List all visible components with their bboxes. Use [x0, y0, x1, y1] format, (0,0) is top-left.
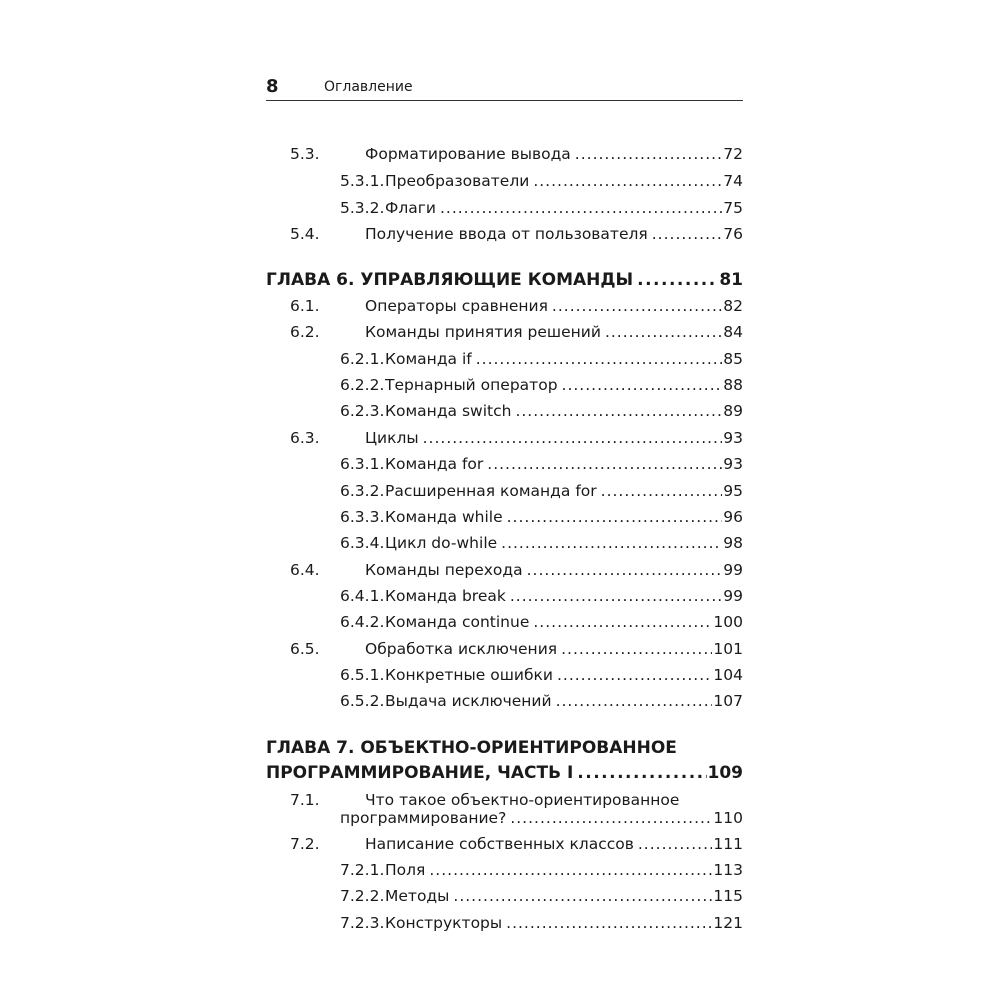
toc-page: 111	[713, 835, 743, 853]
toc-title: Команда continue	[385, 613, 530, 631]
toc-leader	[453, 886, 712, 906]
toc-title: Поля	[385, 861, 426, 879]
toc-number: 6.2.2.	[340, 376, 385, 394]
toc-chapter-7	[266, 763, 743, 783]
toc-number: 6.3.3.	[340, 508, 385, 526]
toc-number: 6.5.	[290, 640, 320, 658]
toc-page: 85	[723, 350, 743, 368]
toc-leader	[575, 144, 722, 164]
toc-title: Конструкторы	[385, 914, 503, 932]
toc-number: 7.2.1.	[340, 861, 385, 879]
toc-number: 6.3.4.	[340, 534, 385, 552]
toc-title: Команда break	[385, 587, 506, 605]
toc-leader	[556, 691, 713, 711]
toc-entry-6-5	[290, 639, 743, 659]
toc-entry-6-4	[290, 560, 743, 580]
toc-title: Команда while	[385, 508, 503, 526]
toc-page: 101	[713, 640, 743, 658]
toc-page: 84	[723, 323, 743, 341]
toc-leader	[552, 296, 722, 316]
toc-entry-5-3	[290, 144, 743, 164]
toc-number: 6.5.2.	[340, 692, 385, 710]
toc-number: 6.4.1.	[340, 587, 385, 605]
toc-entry-6-2-2	[340, 375, 743, 395]
toc-title: Написание собственных классов	[365, 835, 634, 853]
toc-leader	[533, 171, 722, 191]
toc-leader	[506, 913, 712, 933]
toc-leader	[638, 834, 713, 854]
toc-title: Тернарный оператор	[385, 376, 558, 394]
toc-leader	[510, 586, 722, 606]
toc-number: 6.4.2.	[340, 613, 385, 631]
toc-title: Методы	[385, 887, 450, 905]
toc-page: 81	[719, 270, 743, 290]
toc-leader	[510, 808, 712, 828]
toc-page: 93	[723, 429, 743, 447]
toc-page: 74	[723, 172, 743, 190]
toc-number: 7.1.	[290, 791, 320, 809]
toc-page: 96	[723, 508, 743, 526]
toc-page: 88	[723, 376, 743, 394]
toc-page: 99	[723, 587, 743, 605]
toc-entry-6-2-3	[340, 401, 743, 421]
toc-leader	[577, 763, 706, 783]
toc-page: 110	[713, 809, 743, 827]
toc-entry-7-2-3	[340, 913, 743, 933]
toc-entry-6-3	[290, 428, 743, 448]
running-header	[266, 74, 743, 101]
toc-entry-6-2-1	[340, 349, 743, 369]
toc-title: Расширенная команда for	[385, 482, 597, 500]
toc-entry-7-2	[290, 834, 743, 854]
toc-number: 5.4.	[290, 225, 320, 243]
toc-title: Циклы	[365, 429, 419, 447]
toc-entry-7-1-line2	[340, 808, 743, 828]
toc-number: 7.2.3.	[340, 914, 385, 932]
toc-title: программирование?	[340, 809, 507, 827]
toc-title: Выдача исключений	[385, 692, 552, 710]
toc-title: Что такое объектно-ориентированное	[365, 791, 680, 809]
toc-page: 109	[707, 763, 743, 783]
toc-number: 5.3.	[290, 145, 320, 163]
toc-page: 75	[723, 199, 743, 217]
toc-chapter-6	[266, 270, 743, 290]
toc-entry-6-3-3	[340, 507, 743, 527]
toc-entry-6-3-1	[340, 454, 743, 474]
toc-title: Получение ввода от пользователя	[365, 225, 648, 243]
toc-leader	[557, 665, 712, 685]
toc-number: 6.3.	[290, 429, 320, 447]
toc-leader	[440, 198, 722, 218]
toc-title: Команды принятия решений	[365, 323, 601, 341]
toc-leader	[652, 224, 723, 244]
toc-entry-6-1	[290, 296, 743, 316]
toc-entry-7-1-line1	[290, 790, 743, 810]
toc-title: Команда if	[385, 350, 472, 368]
toc-number: 5.3.2.	[340, 199, 385, 217]
toc-page: 93	[723, 455, 743, 473]
toc-number: 6.2.1.	[340, 350, 385, 368]
toc-leader	[507, 507, 723, 527]
toc-number: 6.1.	[290, 297, 320, 315]
toc-title: Форматирование вывода	[365, 145, 571, 163]
toc-entry-7-2-1	[340, 860, 743, 880]
toc-number: 6.2.3.	[340, 402, 385, 420]
toc-page: 115	[713, 887, 743, 905]
toc-leader	[601, 481, 723, 501]
chapter-title: ПРОГРАММИРОВАНИЕ, ЧАСТЬ I	[266, 763, 574, 783]
toc-leader	[527, 560, 723, 580]
toc-title: Команды перехода	[365, 561, 523, 579]
toc-entry-5-3-2	[340, 198, 743, 218]
toc-entry-6-2	[290, 322, 743, 342]
toc-page: 104	[713, 666, 743, 684]
toc-entry-6-5-2	[340, 691, 743, 711]
toc-entry-6-4-1	[340, 586, 743, 606]
toc-page: 72	[723, 145, 743, 163]
chapter-7-title-line1: ГЛАВА 7. ОБЪЕКТНО-ОРИЕНТИРОВАННОЕ	[266, 738, 677, 758]
toc-entry-6-3-4	[340, 533, 743, 553]
toc-leader	[637, 270, 718, 290]
toc-entry-5-3-1	[340, 171, 743, 191]
toc-page: 89	[723, 402, 743, 420]
toc-number: 6.3.2.	[340, 482, 385, 500]
toc-leader	[423, 428, 723, 448]
toc-leader	[487, 454, 722, 474]
toc-entry-5-4	[290, 224, 743, 244]
toc-page: 76	[723, 225, 743, 243]
toc-entry-6-4-2	[340, 612, 743, 632]
toc-title: Флаги	[385, 199, 436, 217]
toc-leader	[501, 533, 722, 553]
toc-number: 6.3.1.	[340, 455, 385, 473]
running-title: Оглавление	[324, 79, 413, 95]
toc-title: Обработка исключения	[365, 640, 558, 658]
toc-leader	[562, 375, 723, 395]
toc-leader	[533, 612, 712, 632]
toc-title: Преобразователи	[385, 172, 530, 190]
toc-leader	[561, 639, 712, 659]
toc-title: Цикл do-while	[385, 534, 498, 552]
toc-page: 100	[713, 613, 743, 631]
toc-leader	[605, 322, 722, 342]
toc-number: 6.5.1.	[340, 666, 385, 684]
toc-number: 7.2.	[290, 835, 320, 853]
toc-number: 7.2.2.	[340, 887, 385, 905]
page-number: 8	[266, 76, 279, 97]
toc-page: 113	[713, 861, 743, 879]
toc-entry-6-3-2	[340, 481, 743, 501]
toc-entry-6-5-1	[340, 665, 743, 685]
toc-page: 82	[723, 297, 743, 315]
toc-leader	[476, 349, 723, 369]
toc-page: 99	[723, 561, 743, 579]
toc-title: Команда switch	[385, 402, 512, 420]
toc-title: Операторы сравнения	[365, 297, 548, 315]
toc-number: 5.3.1.	[340, 172, 385, 190]
chapter-title: ГЛАВА 6. УПРАВЛЯЮЩИЕ КОМАНДЫ	[266, 270, 634, 290]
toc-page: 121	[713, 914, 743, 932]
toc-leader	[429, 860, 712, 880]
toc-number: 6.2.	[290, 323, 320, 341]
toc-title: Конкретные ошибки	[385, 666, 553, 684]
toc-title: Команда for	[385, 455, 484, 473]
toc-page: 95	[723, 482, 743, 500]
toc-page: 98	[723, 534, 743, 552]
toc-entry-7-2-2	[340, 886, 743, 906]
toc-number: 6.4.	[290, 561, 320, 579]
toc-page: 107	[713, 692, 743, 710]
toc-leader	[515, 401, 722, 421]
